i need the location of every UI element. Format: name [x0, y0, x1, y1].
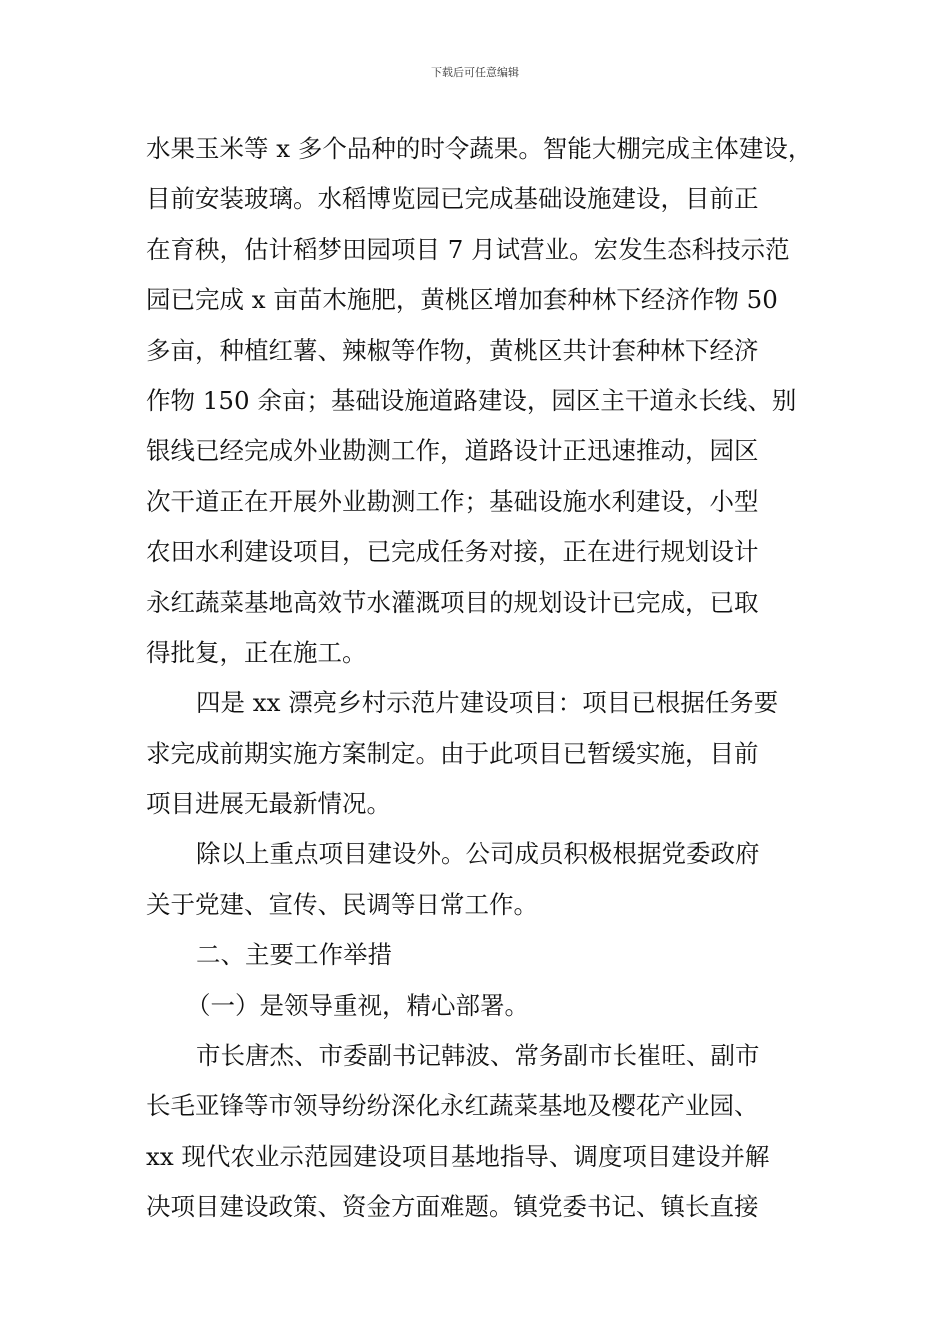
text-line: 市长唐杰、市委副书记韩波、常务副市长崔旺、副市 — [196, 1041, 760, 1071]
text-line: 求完成前期实施方案制定。由于此项目已暂缓实施，目前 — [146, 738, 759, 768]
text-line: 园已完成 x 亩苗木施肥，黄桃区增加套种林下经济作物 50 — [146, 285, 778, 315]
text-line: 除以上重点项目建设外。公司成员积极根据党委政府 — [196, 839, 760, 869]
text-line: 长毛亚锋等市领导纷纷深化永红蔬菜基地及樱花产业园、 — [146, 1091, 759, 1121]
text-line: xx 现代农业示范园建设项目基地指导、调度项目建设并解 — [146, 1141, 770, 1171]
text-line: 多亩，种植红薯、辣椒等作物，黄桃区共计套种林下经济 — [146, 335, 759, 365]
text-line: 银线已经完成外业勘测工作，道路设计正迅速推动，园区 — [146, 436, 759, 466]
text-line: 得批复，正在施工。 — [146, 637, 367, 667]
text-line: 农田水利建设项目，已完成任务对接，正在进行规划设计 — [146, 537, 759, 567]
text-line: 作物 150 余亩；基础设施道路建设，园区主干道永长线、别 — [146, 385, 797, 415]
text-line: 在育秧，估计稻梦田园项目 7 月试营业。宏发生态科技示范 — [146, 234, 790, 264]
text-line: 永红蔬菜基地高效节水灌溉项目的规划设计已完成，已取 — [146, 587, 759, 617]
text-line: 四是 xx 漂亮乡村示范片建设项目：项目已根据任务要 — [196, 688, 779, 718]
text-line: 项目进展无最新情况。 — [146, 789, 391, 819]
text-line: 目前安装玻璃。水稻博览园已完成基础设施建设，目前正 — [146, 184, 759, 214]
page-header-note: 下载后可任意编辑 — [431, 66, 519, 79]
subsection-heading: （一）是领导重视，精心部署。 — [186, 990, 529, 1020]
text-line: 决项目建设政策、资金方面难题。镇党委书记、镇长直接 — [146, 1192, 759, 1222]
text-line: 次干道正在开展外业勘测工作；基础设施水利建设，小型 — [146, 486, 759, 516]
text-line: 水果玉米等 x 多个品种的时令蔬果。智能大棚完成主体建设， — [146, 134, 813, 163]
section-heading: 二、主要工作举措 — [196, 940, 392, 970]
document-body — [146, 124, 816, 1233]
text-line: 关于党建、宣传、民调等日常工作。 — [146, 889, 538, 919]
